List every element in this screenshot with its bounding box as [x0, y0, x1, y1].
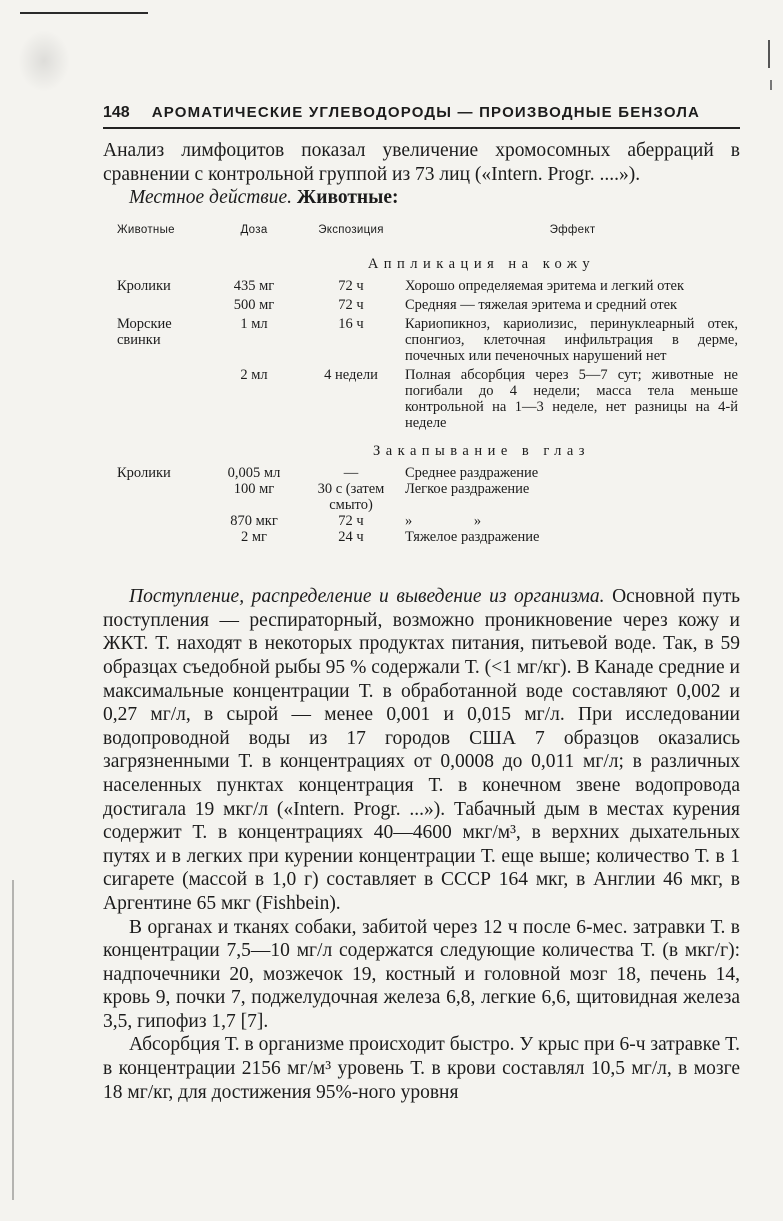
header-exposure: Экспозиция: [318, 224, 384, 237]
cell-exposure: —: [343, 465, 359, 482]
section-title: Закапывание в глаз: [372, 443, 591, 460]
intake-text: Основной путь поступления — респираторный, возможно проникновение через кожу и ЖКТ. Т. находят в некоторых продуктах питания, питьевой воде. Так, в 59 образцах съедобной рыбы 95 % содержали Т. (<1 мг/кг). В Канаде средние и максимальные концентрации Т. в обработанной воде составляют 0,002 и 0,27 мг/л, в сырой — менее 0,001 и 0,015 мг/л. При исследовании водопроводной воды из 17 городов США 7 образцов оказались загрязненными Т. в концентрациях от 0,0008 до 0,011 мг/л; в различных населенных пунктах концентрация Т. в конечном звене водопровода достигала 19 мкг/л («Intern. Progr. ...»). Табачный дым в местах курения содержит Т. в концентрациях 40—4600 мкг/м³, в верхних дыхательных путях и в легких при курении концентрации Т. еще выше; количество Т. в 1 сигарете (массой в 1,0 г) составляет в СССР 164 мкг, в Англии 46 мкг, в Аргентине 65 мкг (Fishbein).: [103, 586, 740, 914]
cell-animal: [103, 297, 211, 313]
table-row: [103, 481, 740, 513]
section-title: Аппликация на кожу: [367, 256, 596, 273]
absorption-paragraph: Абсорбция Т. в организме происходит быстро. У крыс при 6-ч затравке Т. в концентрации 2156 мг/м³ уровень Т. в крови составлял 10,5 мг/л, в мозге 18 мг/кг, для достижения 95%-ного уровня: [103, 1034, 740, 1103]
local-action-heading: [129, 186, 740, 210]
cell-animal: Кролики: [117, 465, 171, 482]
intake-paragraph: [103, 585, 740, 915]
scan-top-rule: [20, 12, 148, 14]
cell-dose: 0,005 мл: [227, 465, 281, 482]
scan-smudge: [18, 30, 70, 92]
animals-label: Животные:: [296, 187, 399, 209]
header-dose: Доза: [240, 224, 268, 237]
header-animals: Животные: [117, 224, 175, 237]
cell-dose: 435 мг: [233, 278, 275, 295]
book-page: [103, 104, 740, 1104]
section-row-eye: [103, 431, 740, 465]
header-effect: Эффект: [549, 224, 596, 237]
table-row: [103, 297, 740, 313]
section-row-skin: [103, 252, 740, 278]
cell-effect: Среднее раздражение: [405, 465, 539, 482]
table-row: [103, 465, 740, 481]
cell-effect: Легкое раздражение: [405, 481, 530, 498]
table-header-row: [103, 222, 740, 252]
cell-dose: 2 мг: [241, 529, 267, 546]
intro-paragraph: Анализ лимфоцитов показал увеличение хромосомных аберраций в сравнении с контрольной группой из 73 лиц («Intern. Progr. ....»).: [103, 140, 740, 185]
cell-effect: Полная абсорбция через 5—7 сут; животные не погибали до 4 недели; масса тела меньше контрольной на 1—3 неделе, нет разницы на 4-й неделе: [405, 367, 738, 432]
cell-dose: 500 мг: [233, 297, 275, 314]
scan-right-mark: [768, 40, 770, 68]
cell-dose: 100 мг: [233, 481, 275, 498]
cell-animal: Кролики: [117, 278, 171, 295]
cell-animal: Морские свинки: [117, 316, 172, 349]
intake-heading: Поступление, распределение и выведение из организма.: [129, 586, 605, 608]
cell-effect: » »: [405, 513, 482, 530]
cell-exposure: 24 ч: [338, 529, 364, 546]
cell-exposure: 16 ч: [338, 316, 364, 333]
organs-paragraph: В органах и тканях собаки, забитой через 12 ч после 6-мес. затравки Т. в концентрации 7,5—10 мг/л содержатся следующие количества Т. (в мкг/г): надпочечники 20, мозжечок 19, костный и головной мозг 18, печень 14, кровь 9, почки 7, поджелудочная железа 6,8, легкие 6,6, щитовидная железа 3,5, гипофиз 1,7 [7].: [103, 916, 740, 1032]
cell-exposure: 72 ч: [338, 513, 364, 530]
cell-exposure: 4 недели: [324, 367, 378, 384]
cell-animal: [103, 367, 211, 431]
cell-exposure: 72 ч: [338, 297, 364, 314]
cell-effect: Кариопикноз, кариолизис, перинуклеарный отек, спонгиоз, клеточная инфильтрация в дерме, почечных или печеночных нарушений нет: [405, 316, 738, 365]
page-number: 148: [103, 104, 130, 121]
scan-right-mark-small: [770, 80, 772, 90]
scan-left-edge: [12, 880, 14, 1200]
cell-exposure: 30 с (затем смыто): [317, 481, 385, 514]
cell-dose: 870 мкг: [230, 513, 278, 530]
cell-animal: [103, 529, 211, 545]
table-row: [103, 367, 740, 431]
running-head: [103, 104, 740, 129]
cell-animal: [103, 481, 211, 513]
cell-dose: 2 мл: [240, 367, 268, 384]
local-effects-table: [103, 222, 740, 545]
table-row: [103, 513, 740, 529]
table-row: [103, 316, 740, 364]
cell-dose: 1 мл: [240, 316, 268, 333]
running-head-title: АРОМАТИЧЕСКИЕ УГЛЕВОДОРОДЫ — ПРОИЗВОДНЫЕ БЕНЗОЛА: [151, 104, 701, 121]
cell-animal: [103, 513, 211, 529]
cell-exposure: 72 ч: [338, 278, 364, 295]
table-row: [103, 278, 740, 294]
local-action-label: Местное действие.: [129, 187, 293, 209]
table-row: [103, 529, 740, 545]
cell-effect: Средняя — тяжелая эритема и средний отек: [405, 297, 678, 314]
cell-effect: Тяжелое раздражение: [405, 529, 540, 546]
cell-effect: Хорошо определяемая эритема и легкий отек: [405, 278, 685, 295]
